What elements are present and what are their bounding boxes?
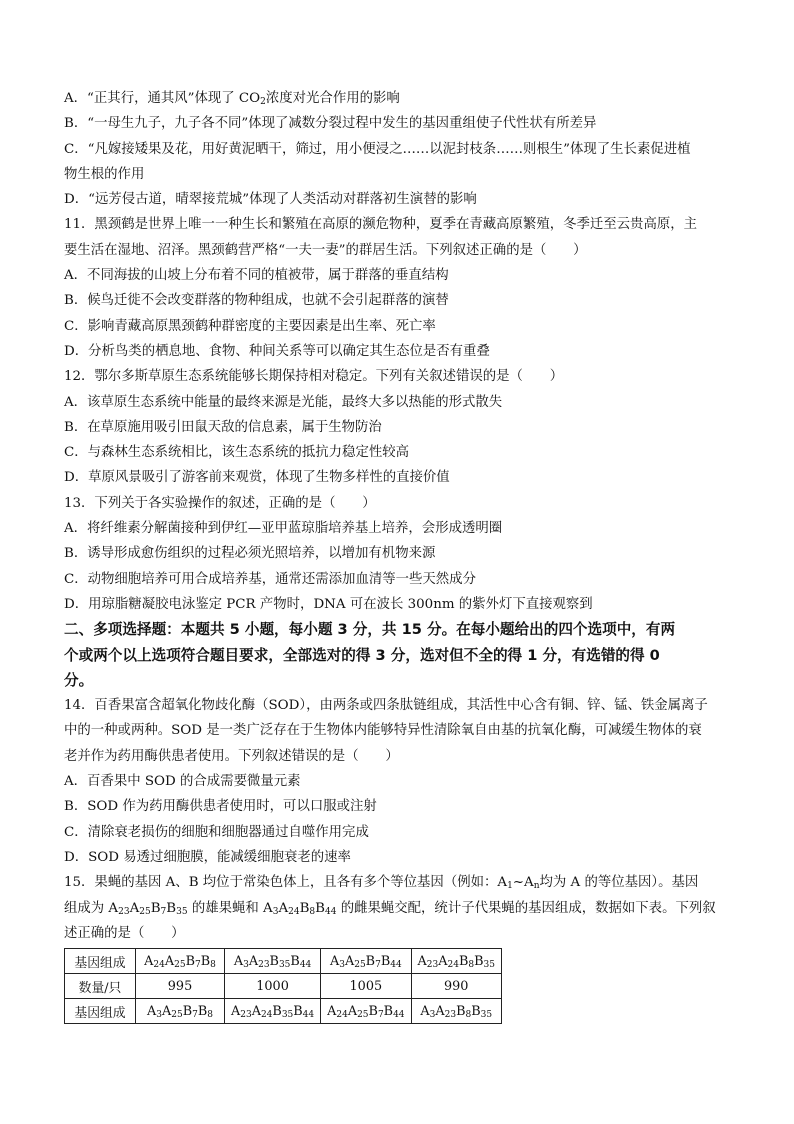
table-cell: $A_3A_{23}B_{35}B_{44}$ [225,949,321,974]
section-heading-line: 个或两个以上选项符合题目要求，全部选对的得 3 分，选对但不全的得 1 分，有选错的得 0 [64,646,660,664]
table-row [65,999,502,1024]
table-row-header: 数量/只 [65,974,136,999]
table-cell: $A_{24}A_{25}B_7B_8$ [136,949,225,974]
question-text [64,86,744,946]
text-line: B．在草原施用吸引田鼠天敌的信息素，属于生物防治 [64,419,382,435]
document-body [64,86,744,1024]
table-cell: $A_{23}A_{24}B_8B_{35}$ [411,949,501,974]
text-line: C．“凡嫁接矮果及花，用好黄泥晒干，筛过，用小便浸之……以泥封枝条……则根生”体现了生长素促进植 [64,141,691,157]
text-line: C．动物细胞培养可用合成培养基，通常还需添加血清等一些天然成分 [64,571,476,587]
table-cell: 1005 [321,974,411,999]
table-cell: $A_3A_{25}B_7B_{44}$ [321,949,411,974]
text-line: 12．鄂尔多斯草原生态系统能够长期保持相对稳定。下列有关叙述错误的是（ ） [64,369,564,385]
text-line: 14．百香果富含超氧化物歧化酶（SOD），由两条或四条肽链组成，其活性中心含有铜、锌、锰、铁金属离子 [64,698,708,714]
text-line: 要生活在湿地、沼泽。黑颈鹤营严格“一夫一妻”的群居生活。下列叙述正确的是（ ） [64,242,587,258]
table-row [65,974,502,999]
text-line: 组成为 $A_{23}A_{25}B_7B_{35}$ 的雄果蝇和 $A_3A_{24}B_8B_{44}$ 的雌果蝇交配，统计子代果蝇的基因组成，数据如下表。下列叙 [64,900,716,917]
text-line: A．不同海拔的山坡上分布着不同的植被带，属于群落的垂直结构 [64,268,449,284]
text-line: 老并作为药用酶供患者使用。下列叙述错误的是（ ） [64,748,399,764]
table-row [65,949,502,974]
text-line: D．用琼脂糖凝胶电泳鉴定 PCR 产物时，DNA 可在波长 300nm 的紫外灯下直接观察到 [64,596,593,612]
text-line: D．SOD 易透过细胞膜，能减缓细胞衰老的速率 [64,849,351,865]
table-cell: $A_3A_{23}B_8B_{35}$ [411,999,501,1024]
text-line: A．百香果中 SOD 的合成需要微量元素 [64,774,301,790]
text-line: B．SOD 作为药用酶供患者使用时，可以口服或注射 [64,799,377,815]
text-line: B．诱导形成愈伤组织的过程必须光照培养，以增加有机物来源 [64,546,436,562]
text-line: 物生根的作用 [64,166,145,182]
text-line: A．“正其行，通其风”体现了 $CO_2$浓度对光合作用的影响 [64,91,400,107]
text-line: D．分析鸟类的栖息地、食物、种间关系等可以确定其生态位是否有重叠 [64,343,490,359]
table-cell: 995 [136,974,225,999]
text-line: 述正确的是（ ） [64,925,185,941]
table-cell: $A_{23}A_{24}B_{35}B_{44}$ [225,999,321,1024]
text-line: 11．黑颈鹤是世界上唯一一种生长和繁殖在高原的濒危物种，夏季在青藏高原繁殖，冬季迁至云贵高原，主 [64,217,698,233]
table-cell: $A_3A_{25}B_7B_8$ [136,999,225,1024]
text-line: B．候鸟迁徙不会改变群落的物种组成，也就不会引起群落的演替 [64,293,449,309]
section-heading-line: 分。 [64,671,94,689]
text-line: A．该草原生态系统中能量的最终来源是光能，最终大多以热能的形式散失 [64,394,503,410]
section-heading-line: 二、多项选择题：本题共 5 小题，每小题 3 分，共 15 分。在每小题给出的四个选项中，有两 [64,621,676,639]
text-line: 15．果蝇的基因 A、B 均位于常染色体上，且各有多个等位基因（例如：$A_1\sim A_n$均为 A 的等位基因）。基因 [64,875,699,892]
table-row-header: 基因组成 [65,999,136,1024]
table-cell: 990 [411,974,501,999]
text-line: 中的一种或两种。SOD 是一类广泛存在于生物体内能够特异性清除氧自由基的抗氧化酶，可减缓生物体的衰 [64,723,702,739]
table-cell: 1000 [225,974,321,999]
text-line: D．草原风景吸引了游客前来观赏，体现了生物多样性的直接价值 [64,470,450,486]
table-row-header: 基因组成 [65,949,136,974]
text-line: A．将纤维素分解菌接种到伊红—亚甲蓝琼脂培养基上培养，会形成透明圈 [64,521,503,537]
text-line: 13．下列关于各实验操作的叙述，正确的是（ ） [64,495,376,511]
text-line: B．“一母生九子，九子各不同”体现了减数分裂过程中发生的基因重组使子代性状有所差异 [64,116,597,132]
table-cell: $A_{24}A_{25}B_7B_{44}$ [321,999,411,1024]
text-line: C．与森林生态系统相比，该生态系统的抵抗力稳定性较高 [64,445,410,461]
text-line: C．清除衰老损伤的细胞和细胞器通过自噬作用完成 [64,824,369,840]
genotype-table [64,948,502,1024]
text-line: D．“远芳侵古道，晴翠接荒城”体现了人类活动对群落初生演替的影响 [64,192,477,208]
text-line: C．影响青藏高原黑颈鹤种群密度的主要因素是出生率、死亡率 [64,318,436,334]
